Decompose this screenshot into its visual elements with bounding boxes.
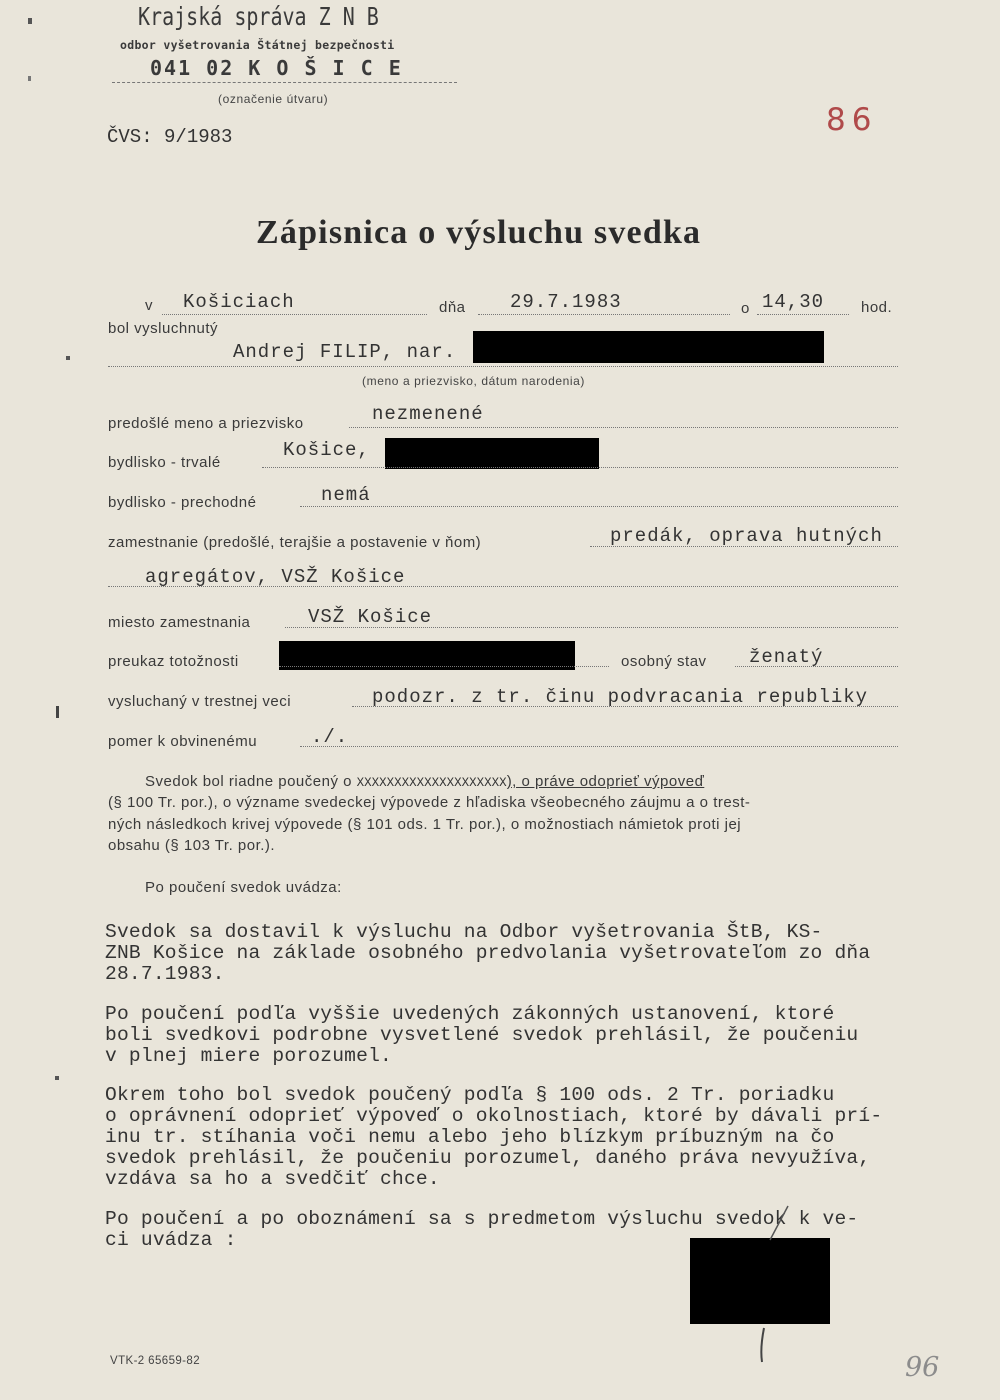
residence-temp-value: nemá	[321, 484, 371, 506]
time-label: o	[741, 300, 750, 317]
instruction-line-1	[145, 773, 704, 790]
date-value: 29.7.1983	[510, 291, 622, 313]
instruction-line-3: ných následkoch krivej výpovede (§ 101 ods. 1 Tr. por.), o možnostiach námietok proti jej	[108, 816, 742, 833]
body-paragraph-4: Po poučení a po oboznámení sa s predmetom výsluchu svedok k ve- ci uvádza :	[105, 1208, 859, 1251]
body-paragraph-3: Okrem toho bol svedok poučený podľa § 100 ods. 2 Tr. poriadku o oprávnení odoprieť výpoveď o okolnostiach, ktoré by dávali prí- inu tr. stíhania voči nemu alebo jeho blízkym príbuzným na čo svedok prehlásil, že poučeniu porozumel, daného práva nevyužíva, vzdáva sa ho a svedčiť chce.	[105, 1084, 883, 1190]
hour-label: hod.	[861, 299, 893, 316]
after-instruction: Po poučení svedok uvádza:	[145, 879, 342, 896]
instruction-line-1-end: ), o práve odoprieť výpoveď	[506, 773, 705, 790]
redaction-address	[385, 438, 599, 469]
document-title: Zápisnica o výsluchu svedka	[256, 214, 702, 251]
margin-mark	[28, 76, 31, 81]
instruction-line-1-start: Svedok bol riadne poučený o	[145, 773, 352, 790]
employment-line-1: predák, oprava hutných	[610, 525, 883, 547]
workplace-value: VSŽ Košice	[308, 606, 433, 628]
instruction-line-4: obsahu (§ 103 Tr. por.).	[108, 837, 276, 854]
body-paragraph-1: Svedok sa dostavil k výsluchu na Odbor vyšetrovania ŠtB, KS- ZNB Košice na základe osobného predvolania vyšetrovateľom zo dňa 28.7.1983.	[105, 921, 871, 985]
margin-mark	[66, 356, 70, 360]
date-label: dňa	[439, 299, 466, 316]
marital-value: ženatý	[749, 646, 824, 668]
cvs-number: ČVS: 9/1983	[107, 126, 233, 148]
form-code: VTK-2 65659-82	[110, 1355, 200, 1367]
stamp-line-1: Krajská správa Z N B	[138, 2, 379, 31]
witness-name: Andrej FILIP, nar.	[233, 341, 457, 363]
residence-perm-value: Košice,	[283, 439, 370, 461]
workplace-label: miesto zamestnania	[108, 614, 251, 631]
case-value: podozr. z tr. činu podvracania republiky	[372, 686, 869, 708]
heard-label: bol vysluchnutý	[108, 320, 219, 337]
residence-temp-label: bydlisko - prechodné	[108, 494, 257, 511]
stamp-line-2: odbor vyšetrovania Štátnej bezpečnosti	[120, 38, 395, 52]
body-paragraph-2: Po poučení podľa vyššie uvedených zákonných ustanovení, ktoré boli svedkovi podrobne vysvetlené svedok prehlásil, že poučeniu v plnej miere porozumel.	[105, 1003, 859, 1067]
instruction-line-2: (§ 100 Tr. por.), o význame svedeckej výpovede z hľadiska všeobecného záujmu a o trest-	[108, 794, 751, 811]
page-number-handwritten: 86	[826, 102, 878, 138]
instruction-struck-text: XXXXXXXXXXXXXXXXXXXX	[356, 776, 507, 790]
prev-name-value: nezmenené	[372, 403, 484, 425]
time-value: 14,30	[762, 291, 825, 313]
marital-label: osobný stav	[621, 653, 707, 670]
place-prefix: v	[145, 297, 153, 314]
id-label: preukaz totožnosti	[108, 653, 239, 670]
prev-name-label: predošlé meno a priezvisko	[108, 415, 304, 432]
employment-label: zamestnanie (predošlé, terajšie a postavenie v ňom)	[108, 534, 482, 551]
relation-label: pomer k obvinenému	[108, 733, 258, 750]
redaction-birthdate	[473, 331, 824, 363]
unit-caption: (označenie útvaru)	[218, 92, 329, 106]
margin-mark	[55, 1076, 59, 1080]
employment-line-2: agregátov, VSŽ Košice	[145, 566, 406, 588]
signature-stroke	[740, 1200, 800, 1370]
residence-perm-label: bydlisko - trvalé	[108, 454, 221, 471]
handwritten-number: 96	[905, 1352, 940, 1383]
margin-mark	[28, 18, 32, 24]
name-caption: (meno a priezvisko, dátum narodenia)	[362, 374, 586, 388]
margin-mark	[56, 706, 59, 718]
relation-value: ./.	[311, 726, 349, 748]
stamp-line-3: 041 02 K O Š I C E	[150, 56, 403, 80]
case-label: vysluchaný v trestnej veci	[108, 693, 292, 710]
place-value: Košiciach	[183, 291, 295, 313]
